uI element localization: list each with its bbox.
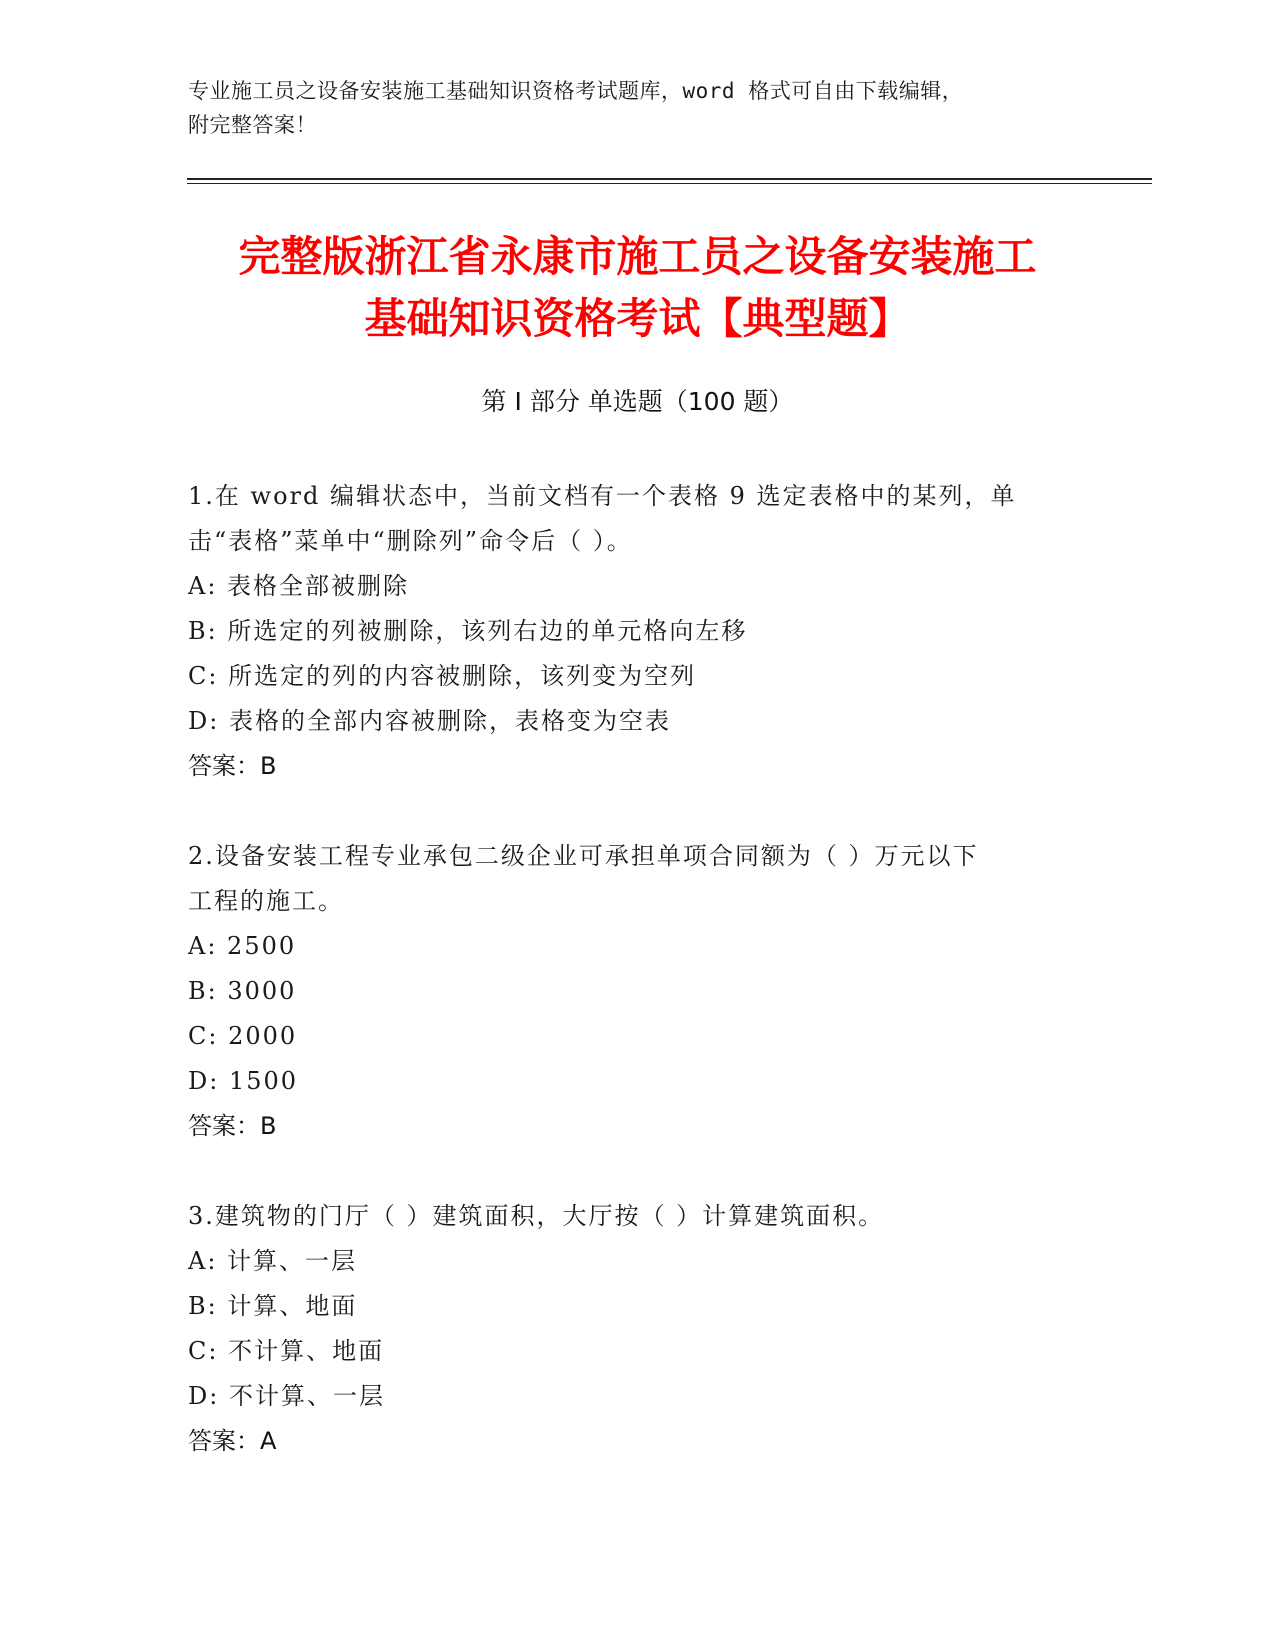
document-title-line-2: 基础知识资格考试【典型题】	[364, 294, 911, 343]
question-text-line: 工程的施工。	[188, 887, 344, 915]
question-item	[188, 834, 1088, 1149]
question-text-line: 1.在 word 编辑状态中，当前文档有一个表格 9 选定表格中的某列，单	[188, 482, 1017, 510]
document-title	[150, 226, 1125, 350]
question-spacer	[188, 1149, 1088, 1194]
header-note	[188, 74, 1068, 142]
answer-label: 答案：A	[188, 1427, 277, 1455]
question-item	[188, 1194, 1088, 1464]
option-a: A: 表格全部被删除	[188, 572, 410, 600]
option-d: D: 不计算、一层	[188, 1382, 385, 1410]
header-note-line-2: 附完整答案！	[188, 113, 317, 137]
question-list	[188, 474, 1088, 1464]
question-text-line: 3.建筑物的门厅（ ）建筑面积，大厅按（ ）计算建筑面积。	[188, 1202, 885, 1230]
header-note-line-1: 专业施工员之设备安装施工基础知识资格考试题库，word 格式可自由下载编辑，	[188, 79, 964, 103]
section-title: 第 I 部分 单选题（100 题）	[481, 387, 794, 416]
header-divider-thick	[187, 178, 1152, 180]
option-c: C: 不计算、地面	[188, 1337, 385, 1365]
question-item	[188, 474, 1088, 789]
option-d: D: 1500	[188, 1067, 299, 1095]
option-a: A: 2500	[188, 932, 297, 960]
header-divider-thin	[187, 183, 1152, 184]
option-d: D: 表格的全部内容被删除，表格变为空表	[188, 707, 671, 735]
document-title-line-1: 完整版浙江省永康市施工员之设备安装施工	[238, 232, 1037, 281]
option-b: B: 计算、地面	[188, 1292, 358, 1320]
answer-label: 答案：B	[188, 1112, 277, 1140]
option-c: C: 所选定的列的内容被删除，该列变为空列	[188, 662, 697, 690]
option-c: C: 2000	[188, 1022, 298, 1050]
question-text-line: 2.设备安装工程专业承包二级企业可承担单项合同额为（ ）万元以下	[188, 842, 979, 870]
option-b: B: 3000	[188, 977, 297, 1005]
question-spacer	[188, 789, 1088, 834]
option-b: B: 所选定的列被删除，该列右边的单元格向左移	[188, 617, 748, 645]
question-text-line: 击“表格”菜单中“删除列”命令后（ ）。	[188, 527, 633, 555]
answer-label: 答案：B	[188, 752, 277, 780]
option-a: A: 计算、一层	[188, 1247, 358, 1275]
